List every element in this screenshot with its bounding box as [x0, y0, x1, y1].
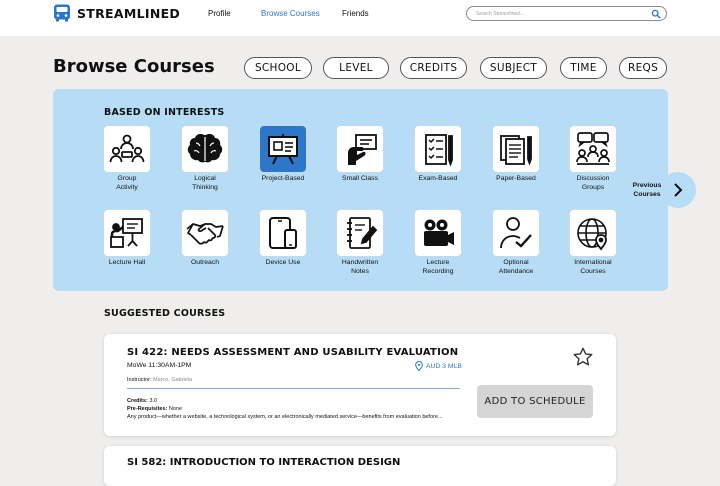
paper-icon	[498, 131, 534, 167]
suggested-heading: SUGGESTED COURSES	[104, 308, 226, 319]
filter-time-button[interactable]: TIME	[560, 57, 607, 79]
brand-logo[interactable]	[52, 3, 180, 23]
interest-label: Activity	[116, 183, 138, 191]
interest-tile	[493, 126, 539, 172]
instructor-value: Marco, Gabriela	[152, 377, 193, 383]
interest-optional-attendance[interactable]	[481, 210, 551, 276]
group-activity-icon	[109, 131, 145, 167]
interest-discussion-groups[interactable]	[558, 126, 628, 192]
instructor-label: Instructor:	[127, 377, 152, 383]
interest-label: Small Class	[342, 175, 378, 182]
interest-label: Device Use	[265, 259, 301, 266]
nav-friends[interactable]: Friends	[342, 9, 369, 18]
top-navigation-bar	[0, 0, 720, 36]
nav-profile[interactable]: Profile	[208, 9, 231, 18]
brand-name: STREAMLINED	[77, 5, 181, 21]
interest-tile	[415, 126, 461, 172]
interest-lecture-hall[interactable]	[92, 210, 162, 268]
interest-label: International	[574, 259, 612, 266]
course-prerequisites	[127, 406, 182, 412]
interest-small-class[interactable]	[325, 126, 395, 184]
divider	[127, 388, 460, 389]
globe-icon	[575, 215, 611, 251]
interest-tile	[260, 126, 306, 172]
attendance-icon	[498, 215, 534, 251]
interest-label: Handwritten	[341, 259, 379, 266]
filter-credits-button[interactable]: CREDITS	[400, 57, 467, 79]
credits-value: 3.0	[149, 398, 157, 404]
interest-tile	[570, 126, 616, 172]
filter-level-button[interactable]: LEVEL	[323, 57, 389, 79]
previous-courses-label: Previous	[632, 182, 662, 189]
location-pin-icon	[415, 361, 423, 371]
interest-group-activity[interactable]	[92, 126, 162, 192]
interest-paper-based[interactable]	[481, 126, 551, 184]
interests-heading: BASED ON INTERESTS	[104, 107, 225, 118]
filter-subject-button[interactable]: SUBJECT	[480, 57, 547, 79]
exam-icon	[421, 131, 455, 167]
interest-tile	[104, 126, 150, 172]
course-title: SI 422: NEEDS ASSESSMENT AND USABILITY EVALUATION	[127, 347, 459, 358]
notebook-icon	[342, 215, 378, 251]
interest-label: Attendance	[498, 267, 534, 275]
interest-tile	[337, 210, 383, 256]
search-icon[interactable]	[651, 9, 661, 19]
interest-label: Thinking	[192, 183, 218, 191]
search-box	[466, 6, 667, 21]
interest-project-based[interactable]	[248, 126, 318, 184]
interest-tile	[182, 210, 228, 256]
add-to-schedule-button[interactable]: ADD TO SCHEDULE	[477, 385, 593, 418]
interest-label: Paper-Based	[496, 175, 536, 182]
nav-browse-courses[interactable]: Browse Courses	[261, 9, 320, 18]
course-instructor	[127, 377, 192, 383]
small-class-icon	[342, 131, 378, 167]
interest-label: Logical	[194, 175, 216, 182]
course-description: Any product—whether a website, a technological system, or an electronically mediated service—benefits from evaluation before...	[127, 414, 443, 420]
interest-label: Notes	[351, 267, 369, 275]
interest-label: Discussion	[576, 175, 610, 182]
interest-logical-thinking[interactable]	[170, 126, 240, 192]
bus-logo-icon	[52, 3, 72, 23]
devices-icon	[266, 215, 300, 251]
interest-tile	[570, 210, 616, 256]
interest-tile	[182, 126, 228, 172]
previous-courses-link[interactable]	[626, 181, 668, 199]
interest-tile	[493, 210, 539, 256]
interest-exam-based[interactable]	[403, 126, 473, 184]
credits-label: Credits:	[127, 398, 148, 404]
interest-label: Group	[117, 175, 137, 182]
course-card[interactable]	[104, 334, 616, 436]
interest-lecture-recording[interactable]	[403, 210, 473, 276]
presentation-icon	[266, 132, 300, 166]
course-location[interactable]	[415, 361, 462, 371]
interest-label: Groups	[581, 183, 605, 191]
chevron-right-icon	[672, 183, 684, 197]
course-credits	[127, 398, 157, 404]
filter-reqs-button[interactable]: REQS	[619, 57, 667, 79]
lecture-hall-icon	[109, 215, 145, 251]
course-time: MoWe 11:30AM-1PM	[127, 362, 192, 369]
interest-label: Recording	[422, 267, 454, 275]
interest-label: Lecture Hall	[108, 259, 146, 266]
interest-label: Courses	[580, 267, 606, 275]
interest-label: Optional	[503, 259, 529, 266]
interest-label: Outreach	[191, 259, 219, 266]
interest-label: Lecture	[426, 259, 450, 266]
handshake-icon	[186, 215, 224, 251]
prereq-value: None	[168, 406, 183, 412]
interest-label: Exam-Based	[418, 175, 458, 182]
interest-handwritten-notes[interactable]	[325, 210, 395, 276]
favorite-star-icon[interactable]	[572, 346, 594, 368]
location-label: AUD 3 MLB	[426, 362, 462, 370]
interest-tile	[260, 210, 306, 256]
brain-icon	[186, 131, 224, 167]
page-title: Browse Courses	[53, 56, 215, 77]
interest-international-courses[interactable]	[558, 210, 628, 276]
interest-outreach[interactable]	[170, 210, 240, 268]
previous-courses-label: Courses	[633, 191, 661, 198]
interest-tile	[415, 210, 461, 256]
interest-label: Project-Based	[261, 175, 305, 182]
interest-device-use[interactable]	[248, 210, 318, 268]
video-camera-icon	[420, 215, 456, 251]
course-title: SI 582: INTRODUCTION TO INTERACTION DESIGN	[127, 457, 401, 468]
course-card[interactable]	[104, 446, 616, 486]
interest-tile	[337, 126, 383, 172]
filter-school-button[interactable]: SCHOOL	[244, 57, 312, 79]
interest-tile	[104, 210, 150, 256]
search-input[interactable]	[476, 9, 646, 19]
discussion-icon	[575, 131, 611, 167]
prereq-label: Pre-Requisites:	[127, 406, 168, 412]
